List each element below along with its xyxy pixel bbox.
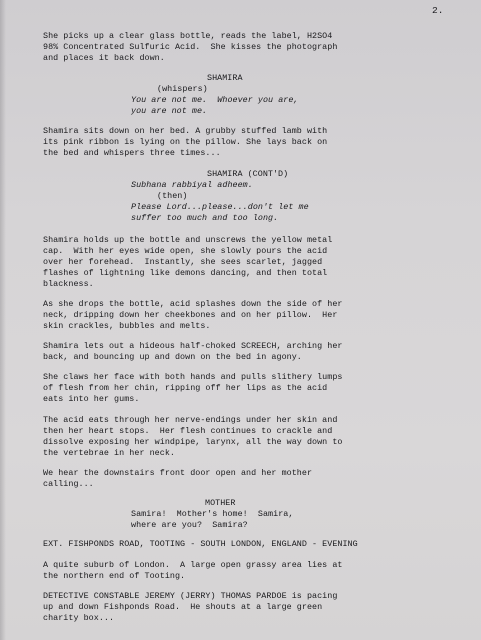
action-line: up and down Fishponds Road. He shouts at a large green: [43, 602, 323, 612]
action-line: eats into her gums.: [43, 394, 140, 404]
dialogue-line: Subhana rabbiyal adheem.: [131, 180, 253, 190]
dialogue-line: where are you? Samira?: [131, 520, 248, 530]
action-line: its pink ribbon is lying on the pillow. She lays back on: [43, 137, 328, 147]
action-line: A quite suburb of London. A large open grassy area lies at: [43, 560, 343, 570]
action-line: over her forehead. Instantly, she sees scarlet, jagged: [43, 257, 323, 267]
action-line: charity box...: [43, 613, 115, 623]
dialogue-line: you are not me.: [131, 106, 208, 116]
action-line: of flesh from her chin, ripping off her lips as the acid: [43, 383, 328, 393]
character-name: SHAMIRA: [207, 73, 243, 83]
action-line: flashes of lightning like demons dancing, and then total: [43, 268, 328, 278]
action-line: DETECTIVE CONSTABLE JEREMY (JERRY) THOMAS PARDOE is pacing: [43, 591, 338, 601]
action-line: the bed and whispers three times...: [43, 148, 221, 158]
action-line: 98% Concentrated Sulfuric Acid. She kisses the photograph: [43, 42, 338, 52]
action-line: Shamira sits down on her bed. A grubby stuffed lamb with: [43, 126, 328, 136]
action-line: the vertebrae in her neck.: [43, 448, 175, 458]
dialogue-line: Please Lord...please...don't let me: [131, 202, 309, 212]
dialogue-line: suffer too much and too long.: [131, 213, 279, 223]
dialogue-line: You are not me. Whoever you are,: [131, 95, 299, 105]
action-line: back, and bouncing up and down on the bed in agony.: [43, 352, 302, 362]
action-line: She claws her face with both hands and pulls slithery lumps: [43, 372, 343, 382]
action-line: cap. With her eyes wide open, she slowly pours the acid: [43, 246, 328, 256]
action-line: As she drops the bottle, acid splashes down the side of her: [43, 299, 343, 309]
character-name: MOTHER: [205, 498, 236, 508]
action-line: She picks up a clear glass bottle, reads the label, H2SO4: [43, 31, 333, 41]
action-line: blackness.: [43, 279, 94, 289]
parenthetical: (then): [157, 191, 188, 201]
action-line: and places it back down.: [43, 53, 165, 63]
action-line: We hear the downstairs front door open and her mother: [43, 468, 313, 478]
page-number: 2.: [432, 5, 444, 16]
scene-heading: EXT. FISHPONDS ROAD, TOOTING - SOUTH LONDON, ENGLAND - EVENING: [43, 539, 358, 549]
action-line: neck, dripping down her cheekbones and on her pillow. Her: [43, 310, 338, 320]
action-line: Shamira holds up the bottle and unscrews the yellow metal: [43, 235, 333, 245]
action-line: the northern end of Tooting.: [43, 571, 186, 581]
action-line: dissolve exposing her windpipe, larynx, all the way down to: [43, 437, 343, 447]
action-line: calling...: [43, 479, 94, 489]
parenthetical: (whispers): [157, 84, 208, 94]
character-name: SHAMIRA (CONT'D): [207, 169, 289, 179]
dialogue-line: Samira! Mother's home! Samira,: [131, 509, 294, 519]
action-line: Shamira lets out a hideous half-choked SCREECH, arching her: [43, 341, 343, 351]
action-line: skin crackles, bubbles and melts.: [43, 321, 211, 331]
action-line: The acid eats through her nerve-endings under her skin and: [43, 415, 338, 425]
action-line: then her heart stops. Her flesh continues to crackle and: [43, 426, 333, 436]
